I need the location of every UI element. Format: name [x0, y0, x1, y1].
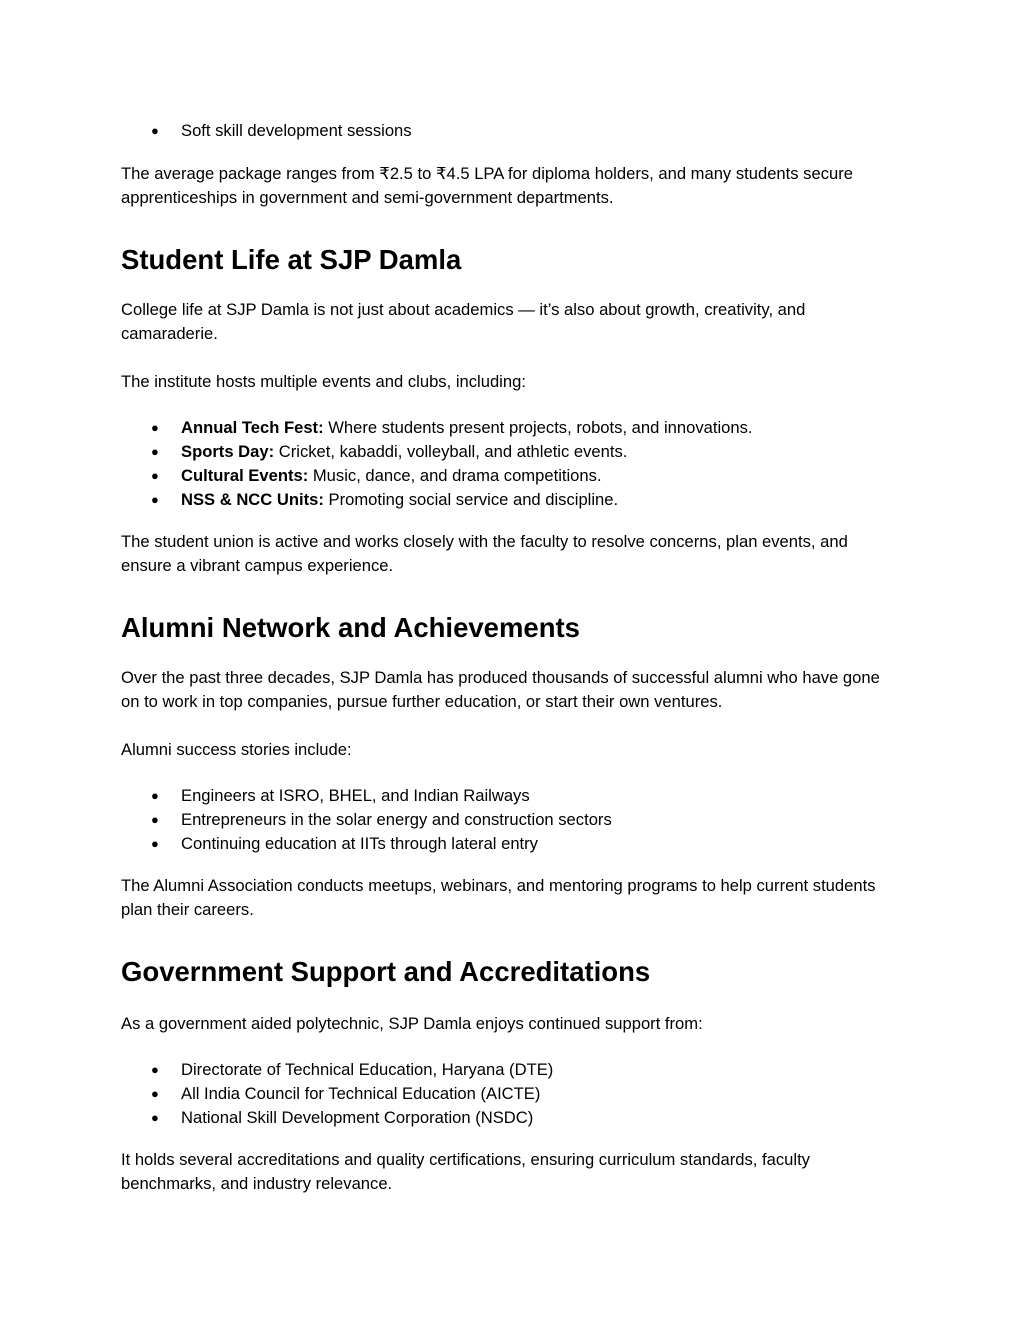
- bullet: ●: [151, 468, 159, 483]
- student-life-heading: Student Life at SJP Damla: [121, 244, 462, 275]
- bullet: ●: [151, 492, 159, 507]
- bullet: ●: [151, 444, 159, 459]
- list-item: ● National Skill Development Corporation (NSDC): [121, 1106, 553, 1130]
- bullet: ●: [151, 420, 159, 435]
- government-bodies-list: [121, 1058, 553, 1130]
- bullet: ●: [151, 1062, 159, 1077]
- list-item: ● All India Council for Technical Education (AICTE): [121, 1082, 553, 1106]
- list-item: ● Soft skill development sessions: [121, 119, 412, 143]
- list-item: ● Annual Tech Fest: Where students present projects, robots, and innovations.: [121, 416, 753, 440]
- events-list: [121, 416, 753, 512]
- bullet: ●: [151, 123, 159, 138]
- list-item: ● Cultural Events: Music, dance, and drama competitions.: [121, 464, 753, 488]
- student-life-intro: College life at SJP Damla is not just about academics — it’s also about growth, creativity, and camaraderie.: [121, 300, 806, 343]
- bullet: ●: [151, 1110, 159, 1125]
- alumni-heading: Alumni Network and Achievements: [121, 612, 580, 643]
- list-item: ● Sports Day: Cricket, kabaddi, volleyball, and athletic events.: [121, 440, 753, 464]
- events-intro: The institute hosts multiple events and clubs, including:: [121, 372, 526, 391]
- top-list: [121, 119, 412, 143]
- bullet: ●: [151, 788, 159, 803]
- placement-paragraph: The average package ranges from ₹2.5 to ₹4.5 LPA for diploma holders, and many students secure apprenticeships in government and semi-government departments.: [121, 164, 853, 207]
- alumni-intro: Over the past three decades, SJP Damla has produced thousands of successful alumni who have gone on to work in top companies, pursue further education, or start their own ventures.: [121, 668, 880, 711]
- list-item: ● NSS & NCC Units: Promoting social service and discipline.: [121, 488, 753, 512]
- bullet: ●: [151, 836, 159, 851]
- list-item: ● Directorate of Technical Education, Haryana (DTE): [121, 1058, 553, 1082]
- alumni-association-paragraph: The Alumni Association conducts meetups, webinars, and mentoring programs to help current students plan their careers.: [121, 876, 876, 919]
- student-union-paragraph: The student union is active and works closely with the faculty to resolve concerns, plan events, and ensure a vibrant campus experience.: [121, 532, 848, 575]
- government-intro: As a government aided polytechnic, SJP Damla enjoys continued support from:: [121, 1014, 703, 1033]
- list-item: ● Entrepreneurs in the solar energy and construction sectors: [121, 808, 612, 832]
- accreditation-paragraph: It holds several accreditations and quality certifications, ensuring curriculum standards, faculty benchmarks, and industry relevance.: [121, 1150, 810, 1193]
- list-item: ● Continuing education at IITs through lateral entry: [121, 832, 612, 856]
- government-heading: Government Support and Accreditations: [121, 956, 651, 987]
- alumni-stories-intro: Alumni success stories include:: [121, 740, 352, 759]
- alumni-stories-list: [121, 784, 612, 856]
- list-item: ● Engineers at ISRO, BHEL, and Indian Railways: [121, 784, 612, 808]
- bullet: ●: [151, 1086, 159, 1101]
- bullet: ●: [151, 812, 159, 827]
